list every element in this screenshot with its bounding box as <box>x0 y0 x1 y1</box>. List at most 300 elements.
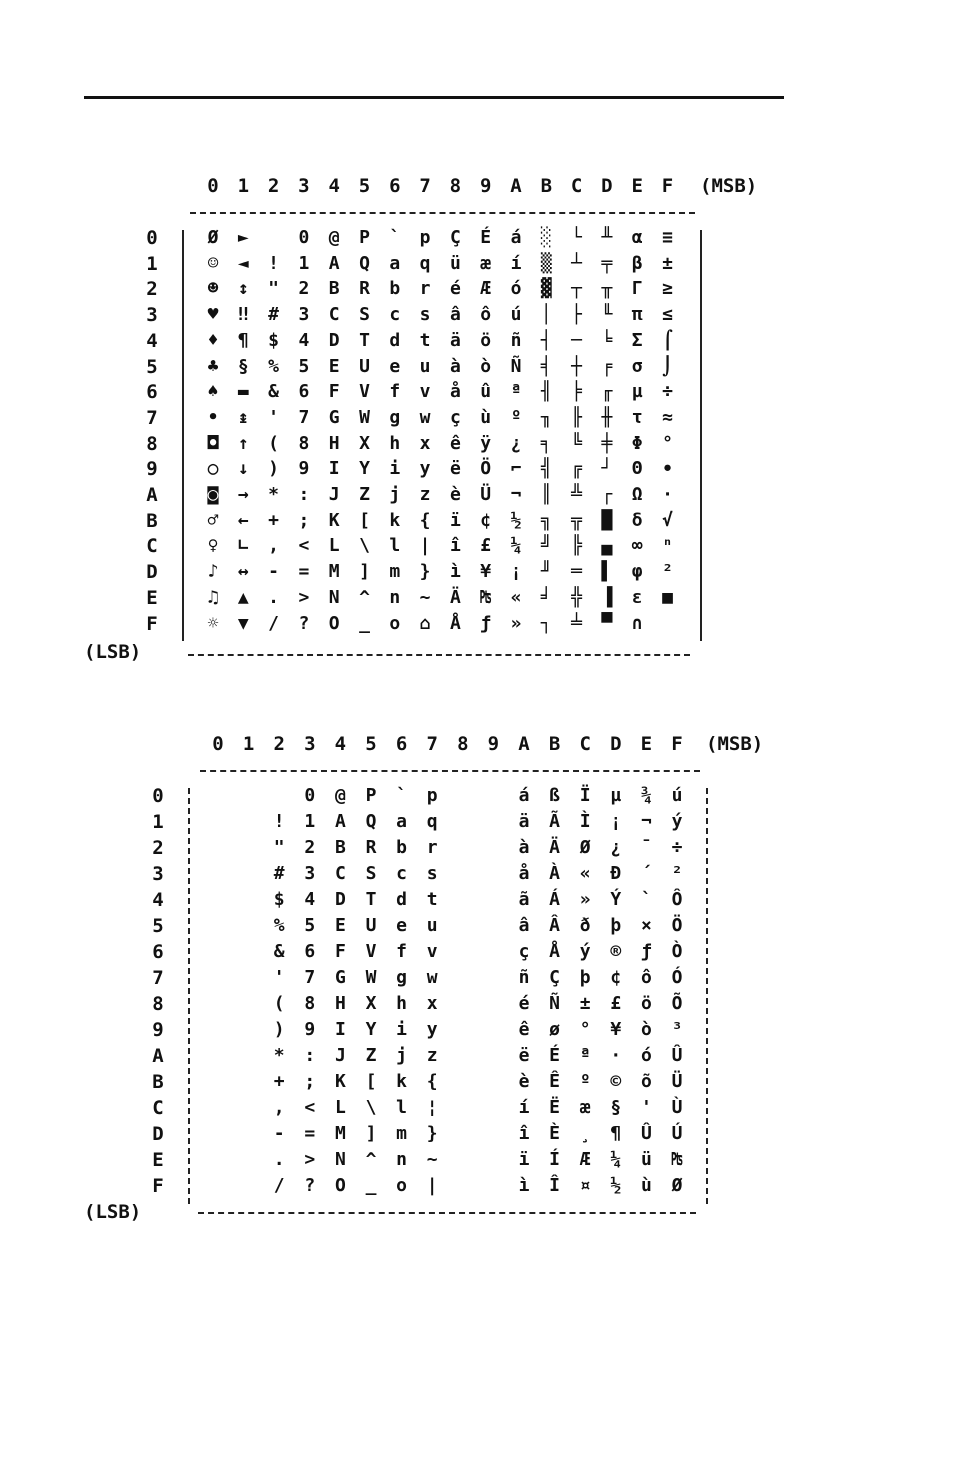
char-cell: ù <box>480 406 492 428</box>
char-cell: 5 <box>298 355 310 377</box>
char-cell: [ <box>365 1071 377 1092</box>
char-cell: ' <box>640 1097 652 1118</box>
char-cell: ₧ <box>480 586 492 608</box>
char-cell: n <box>389 586 401 608</box>
char-cell: | <box>419 535 431 557</box>
char-cell: Õ <box>671 993 683 1014</box>
char-cell: Û <box>671 1045 683 1066</box>
column-header: 4 <box>334 733 347 755</box>
char-cell: ¥ <box>480 561 492 583</box>
char-cell: m <box>396 1123 408 1144</box>
char-cell: 0 <box>298 227 310 248</box>
char-cell: Ü <box>671 1071 683 1092</box>
char-cell: % <box>268 355 280 377</box>
char-cell: â <box>518 915 530 936</box>
char-cell: ` <box>396 785 408 806</box>
char-cell: Ñ <box>510 355 522 377</box>
char-cell: ⌐ <box>510 458 522 480</box>
char-cell: ô <box>640 967 652 988</box>
char-cell: ú <box>510 304 522 326</box>
char-cell: ∩ <box>631 612 643 634</box>
char-cell: ¤ <box>579 1175 591 1196</box>
char-cell: ê <box>518 1019 530 1040</box>
char-cell: é <box>449 278 461 300</box>
char-cell: ╚ <box>571 432 583 454</box>
char-cell: T <box>365 889 377 910</box>
char-cell: « <box>510 586 522 608</box>
char-cell: R <box>359 278 370 300</box>
char-cell: . <box>273 1149 285 1170</box>
char-cell: ▓ <box>540 278 552 300</box>
char-cell: < <box>304 1097 316 1118</box>
char-cell: ■ <box>662 586 673 608</box>
char-cell: _ <box>365 1175 377 1196</box>
char-cell: Ý <box>610 889 622 910</box>
char-cell: { <box>419 509 431 531</box>
char-cell: β <box>631 252 643 274</box>
char-cell: ← <box>237 509 249 531</box>
char-cell: [ <box>359 509 370 531</box>
char-cell: Γ <box>631 278 643 300</box>
char-cell: ♫ <box>207 586 219 608</box>
char-cell: • <box>207 406 219 428</box>
char-cell: ƒ <box>480 612 492 634</box>
char-cell: § <box>237 355 249 377</box>
char-cell: ⌂ <box>419 612 431 634</box>
char-cell: G <box>334 967 346 988</box>
char-cell: ¯ <box>640 837 652 858</box>
char-cell: ¢ <box>480 509 492 531</box>
char-cell: , <box>273 1097 285 1118</box>
char-cell: O <box>328 612 340 634</box>
char-cell: B <box>328 278 340 300</box>
char-cell: ⌡ <box>662 355 673 377</box>
char-cell: ± <box>662 252 673 274</box>
char-cell: ÷ <box>671 837 683 858</box>
char-cell: 4 <box>304 889 316 910</box>
char-cell: ù <box>640 1175 652 1196</box>
char-cell: ♪ <box>207 561 219 583</box>
char-cell: ¶ <box>237 329 249 351</box>
char-cell: 8 <box>298 432 310 454</box>
char-cell: N <box>334 1149 346 1170</box>
char-cell: ╖ <box>540 406 552 428</box>
char-cell: ï <box>518 1149 530 1170</box>
char-cell: À <box>549 863 561 884</box>
footer-dashed-rule <box>198 1212 696 1214</box>
row-header: E <box>152 1149 164 1171</box>
char-cell: V <box>359 381 370 403</box>
char-cell: z <box>426 1045 438 1066</box>
char-cell: É <box>480 227 492 248</box>
char-cell: U <box>359 355 370 377</box>
char-cell: ◘ <box>207 432 219 454</box>
char-cell: ╕ <box>540 432 552 454</box>
char-cell: ë <box>518 1045 530 1066</box>
char-cell: ╩ <box>571 484 583 505</box>
char-cell: @ <box>334 785 346 806</box>
row-header: 3 <box>146 304 158 327</box>
char-cell: ¼ <box>510 535 522 557</box>
char-cell: W <box>359 406 370 428</box>
char-cell: ┴ <box>571 252 583 274</box>
char-cell: Ú <box>671 1123 683 1144</box>
row-header: B <box>146 509 158 532</box>
column-header: 7 <box>419 175 431 197</box>
char-cell: ↨ <box>237 406 249 428</box>
char-cell: g <box>389 406 401 428</box>
char-cell: ─ <box>571 329 583 351</box>
char-cell: l <box>389 535 401 557</box>
char-cell: ) <box>273 1019 285 1040</box>
char-cell: √ <box>662 509 673 531</box>
char-cell: █ <box>601 509 613 531</box>
char-cell: ² <box>671 863 683 884</box>
msb-label: (MSB) <box>706 733 764 755</box>
char-cell: 9 <box>304 1019 316 1040</box>
char-cell: Q <box>365 811 377 832</box>
char-cell: > <box>304 1149 316 1170</box>
char-cell: d <box>389 329 401 351</box>
char-cell: . <box>268 586 280 608</box>
column-header: 1 <box>242 733 255 755</box>
header-dashed-rule <box>200 770 700 772</box>
char-cell: G <box>328 406 340 428</box>
char-cell: Ì <box>579 811 591 832</box>
char-cell: Ï <box>579 785 591 806</box>
column-header: 1 <box>237 175 250 197</box>
char-cell: ê <box>449 432 461 454</box>
row-header: 0 <box>146 227 158 249</box>
char-cell: I <box>328 458 340 480</box>
char-cell: ~ <box>419 586 431 608</box>
char-cell: ▲ <box>237 586 249 608</box>
row-header: A <box>146 484 158 506</box>
char-cell: þ <box>579 967 591 988</box>
char-cell: Ã <box>549 811 561 832</box>
char-cell: 2 <box>304 837 316 858</box>
char-cell: ~ <box>426 1149 438 1170</box>
char-cell: - <box>273 1123 285 1144</box>
row-header: 4 <box>146 329 158 352</box>
char-cell: c <box>396 863 408 884</box>
char-cell: ▼ <box>237 612 249 634</box>
char-cell: ║ <box>540 484 552 505</box>
row-header: D <box>152 1123 164 1145</box>
row-header: B <box>152 1071 164 1093</box>
char-cell: + <box>268 509 280 531</box>
char-cell: 5 <box>304 915 316 936</box>
char-cell: o <box>396 1175 408 1196</box>
char-cell: ╜ <box>540 561 552 583</box>
column-header: C <box>570 175 583 197</box>
char-cell: R <box>365 837 377 858</box>
char-cell: å <box>449 381 461 403</box>
char-cell: Î <box>549 1175 561 1196</box>
char-cell: H <box>328 432 340 454</box>
char-cell: ô <box>480 304 492 326</box>
char-cell: ò <box>640 1019 652 1040</box>
char-cell: ; <box>298 509 310 531</box>
char-cell: δ <box>631 509 643 531</box>
char-cell: ⁿ <box>662 535 673 557</box>
char-cell: Ü <box>480 484 492 505</box>
char-cell: ó <box>510 278 522 300</box>
char-cell: Ø <box>579 837 591 858</box>
row-header: 8 <box>146 432 158 455</box>
column-header: 5 <box>365 733 377 755</box>
row-header: 6 <box>152 941 164 963</box>
char-cell: < <box>298 535 310 557</box>
char-cell: Á <box>549 889 561 910</box>
char-cell: ú <box>671 785 683 806</box>
char-cell: ▀ <box>601 612 613 634</box>
char-cell: X <box>359 432 370 454</box>
char-cell: ♀ <box>207 535 219 557</box>
char-cell: └ <box>571 227 583 248</box>
char-cell: ( <box>273 993 285 1014</box>
char-cell: ░ <box>540 227 552 248</box>
column-header: 0 <box>207 175 219 197</box>
char-cell: Ë <box>549 1097 561 1118</box>
char-cell: j <box>389 484 401 505</box>
char-cell: Ä <box>449 586 461 608</box>
char-cell: w <box>419 406 431 428</box>
column-header: 6 <box>389 175 401 197</box>
char-cell: ╤ <box>601 252 613 274</box>
char-cell: b <box>389 278 401 300</box>
char-cell: ☼ <box>207 612 219 634</box>
char-cell: µ <box>610 785 622 806</box>
char-cell: ¾ <box>640 785 652 806</box>
char-cell: & <box>273 941 285 962</box>
char-cell: æ <box>480 252 492 274</box>
char-cell: í <box>518 1097 530 1118</box>
char-cell: + <box>273 1071 285 1092</box>
char-cell: * <box>273 1045 285 1066</box>
char-cell: → <box>237 484 249 505</box>
char-cell: ¢ <box>610 967 622 988</box>
char-cell: ƒ <box>640 941 652 962</box>
char-cell: ╝ <box>540 535 552 557</box>
char-cell: Ö <box>671 915 683 936</box>
char-cell: ╬ <box>571 586 583 608</box>
char-cell: D <box>328 329 340 351</box>
char-cell: å <box>518 863 530 884</box>
char-cell: Â <box>549 915 561 936</box>
char-cell: ÿ <box>480 432 492 454</box>
row-header: 5 <box>152 915 164 937</box>
char-cell: ý <box>579 941 591 962</box>
char-cell: Ø <box>207 227 219 248</box>
char-cell: " <box>273 837 285 858</box>
char-cell: , <box>268 535 280 557</box>
char-cell: A <box>328 252 340 274</box>
char-cell: 6 <box>298 381 310 403</box>
char-cell: ♣ <box>207 355 219 377</box>
row-header: 1 <box>146 252 158 275</box>
char-cell: \ <box>359 535 370 557</box>
char-cell: ∟ <box>237 535 249 557</box>
char-cell: ` <box>640 889 652 910</box>
char-cell: ï <box>449 509 461 531</box>
char-cell: ₧ <box>671 1149 683 1170</box>
char-cell: $ <box>268 329 280 351</box>
column-header: 3 <box>304 733 316 755</box>
char-cell: ª <box>510 381 522 403</box>
char-cell: F <box>328 381 340 403</box>
char-cell: ↕ <box>237 278 249 300</box>
char-cell: ↑ <box>237 432 249 454</box>
char-cell: ? <box>304 1175 316 1196</box>
char-cell: J <box>334 1045 346 1066</box>
char-cell: S <box>365 863 377 884</box>
char-cell: ² <box>662 561 673 583</box>
char-cell: n <box>396 1149 408 1170</box>
char-cell: k <box>396 1071 408 1092</box>
char-cell: P <box>365 785 377 806</box>
char-cell: o <box>389 612 401 634</box>
char-cell: π <box>631 304 643 326</box>
char-cell: ÷ <box>662 381 673 403</box>
char-cell: ± <box>579 993 591 1014</box>
char-cell: ∞ <box>631 535 643 557</box>
char-cell: Ä <box>549 837 561 858</box>
char-cell: e <box>396 915 408 936</box>
char-cell: M <box>328 561 340 583</box>
char-cell: Ù <box>671 1097 683 1118</box>
char-cell: F <box>334 941 346 962</box>
char-cell: ö <box>640 993 652 1014</box>
char-cell: Û <box>640 1123 652 1144</box>
char-cell: ! <box>268 252 280 274</box>
char-cell: ╓ <box>601 381 613 403</box>
char-cell: x <box>419 432 431 454</box>
char-cell: à <box>518 837 530 858</box>
column-header: 2 <box>273 733 285 755</box>
char-cell: ↓ <box>237 458 249 480</box>
char-cell: í <box>510 252 522 274</box>
top-rule <box>84 96 784 99</box>
char-cell: u <box>426 915 438 936</box>
char-cell: A <box>334 811 346 832</box>
row-header: F <box>146 612 158 635</box>
char-cell: r <box>426 837 438 858</box>
char-cell: Ê <box>549 1071 561 1092</box>
row-header: D <box>146 561 158 584</box>
char-cell: » <box>510 612 522 634</box>
char-cell: ╥ <box>601 278 613 300</box>
char-cell: ╣ <box>540 458 552 480</box>
char-cell: ≥ <box>662 278 673 300</box>
row-header: 9 <box>146 458 158 481</box>
column-header: E <box>640 733 653 755</box>
column-header: A <box>510 175 522 197</box>
char-cell: ♦ <box>207 329 219 351</box>
char-cell: Ò <box>671 941 683 962</box>
char-cell: ¡ <box>610 811 622 832</box>
char-cell: P <box>359 227 370 248</box>
char-cell: v <box>426 941 438 962</box>
char-cell: Ç <box>549 967 561 988</box>
char-cell: ® <box>610 941 622 962</box>
char-cell: æ <box>579 1097 591 1118</box>
char-cell: · <box>662 484 673 505</box>
char-cell: } <box>419 561 431 583</box>
char-cell: % <box>273 915 285 936</box>
char-cell: K <box>328 509 340 531</box>
char-cell: ╧ <box>571 612 583 634</box>
char-cell: t <box>426 889 438 910</box>
row-header: 6 <box>146 381 158 404</box>
char-cell: 0 <box>304 785 316 806</box>
char-cell: ┼ <box>571 355 583 377</box>
char-cell: H <box>334 993 346 1014</box>
char-cell: k <box>389 509 401 531</box>
char-cell: ╪ <box>601 432 613 454</box>
char-cell: t <box>419 329 431 351</box>
char-cell: ø <box>549 1019 561 1040</box>
char-cell: » <box>579 889 591 910</box>
char-cell: C <box>334 863 346 884</box>
char-cell: ♠ <box>207 381 219 403</box>
char-cell: - <box>268 561 280 583</box>
char-cell: ▒ <box>540 252 552 274</box>
row-header: 0 <box>152 785 164 807</box>
char-cell: ' <box>273 967 285 988</box>
char-cell: d <box>396 889 408 910</box>
char-cell: ë <box>449 458 461 480</box>
column-header: 3 <box>298 175 310 197</box>
char-cell: ╢ <box>540 381 552 403</box>
row-header: 7 <box>146 406 158 429</box>
char-cell: ╞ <box>571 381 583 403</box>
char-cell: ¸ <box>579 1123 591 1144</box>
char-cell: ☺ <box>207 252 219 274</box>
char-cell: ☻ <box>207 278 219 300</box>
row-header: 8 <box>152 993 164 1015</box>
char-cell: I <box>334 1019 346 1040</box>
char-cell: ⌠ <box>662 329 673 351</box>
char-cell: E <box>328 355 340 377</box>
char-cell: ┬ <box>571 278 583 300</box>
row-header: E <box>146 586 158 609</box>
char-cell: ( <box>268 432 280 454</box>
char-cell: 7 <box>304 967 316 988</box>
char-cell: l <box>396 1097 408 1118</box>
char-cell: ╘ <box>601 329 613 351</box>
char-cell: = <box>298 561 310 583</box>
char-cell: ¿ <box>510 432 522 454</box>
char-cell: { <box>426 1071 438 1092</box>
char-cell: ó <box>640 1045 652 1066</box>
char-cell: Φ <box>631 432 643 454</box>
char-cell: * <box>268 484 280 505</box>
char-cell: } <box>426 1123 438 1144</box>
char-cell: ► <box>237 227 249 248</box>
char-cell: è <box>518 1071 530 1092</box>
char-cell: O <box>334 1175 346 1196</box>
char-cell: ç <box>518 941 530 962</box>
char-cell: y <box>419 458 431 480</box>
row-header: 2 <box>146 278 158 301</box>
char-cell: z <box>419 484 431 505</box>
char-cell: V <box>365 941 377 962</box>
char-cell: N <box>328 586 340 608</box>
char-cell: © <box>610 1071 622 1092</box>
char-cell: w <box>426 967 438 988</box>
char-cell: ª <box>579 1045 591 1066</box>
